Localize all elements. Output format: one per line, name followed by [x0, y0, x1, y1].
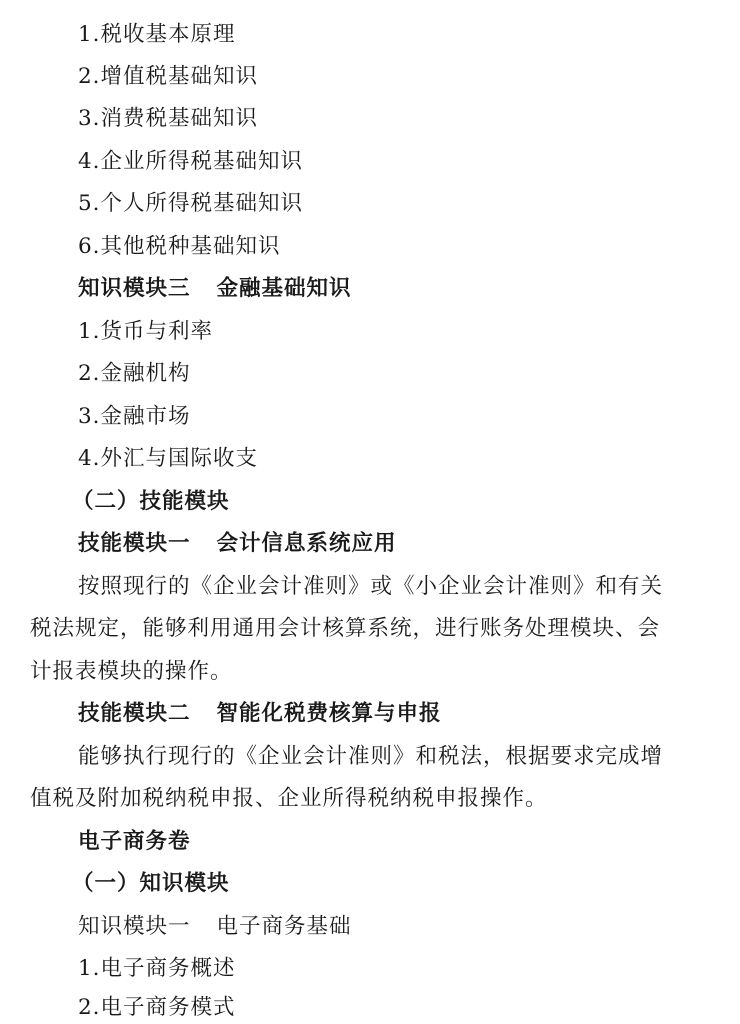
paragraph-line: 按照现行的《企业会计准则》或《小企业会计准则》和有关 — [78, 574, 664, 599]
section-heading-ec-module1 — [78, 913, 352, 941]
module-title: 金融基础知识 — [216, 276, 352, 301]
list-item: 4.外汇与国际收支 — [78, 446, 259, 471]
list-item: 2.增值税基础知识 — [78, 64, 259, 89]
section-heading-skill1 — [78, 530, 397, 558]
paragraph-line: 计报表模块的操作。 — [30, 659, 233, 684]
volume-title: 电子商务卷 — [78, 829, 191, 854]
list-item: 1.货币与利率 — [78, 319, 214, 344]
module-name: 知识模块一 — [78, 914, 191, 939]
module-title: 会计信息系统应用 — [216, 531, 397, 556]
list-item: 4.企业所得税基础知识 — [78, 149, 304, 174]
list-item: 6.其他税种基础知识 — [78, 234, 281, 259]
list-item: 2.金融机构 — [78, 361, 191, 386]
section-heading-knowledge: （一）知识模块 — [72, 871, 230, 896]
module-name: 技能模块一 — [78, 531, 191, 556]
list-item: 3.金融市场 — [78, 404, 191, 429]
section-heading-skill2 — [78, 700, 442, 728]
section-heading-skills: （二）技能模块 — [72, 489, 230, 514]
section-heading-module3 — [78, 275, 352, 303]
module-name: 知识模块三 — [78, 276, 191, 301]
list-item: 3.消费税基础知识 — [78, 106, 259, 131]
paragraph-line: 值税及附加税纳税申报、企业所得税纳税申报操作。 — [30, 786, 548, 811]
module-name: 技能模块二 — [78, 701, 191, 726]
paragraph-line: 税法规定，能够利用通用会计核算系统，进行账务处理模块、会 — [30, 616, 661, 641]
list-item: 2.电子商务模式 — [78, 995, 236, 1020]
module-title: 电子商务基础 — [216, 914, 352, 939]
list-item: 5.个人所得税基础知识 — [78, 191, 304, 216]
paragraph-line: 能够执行现行的《企业会计准则》和税法，根据要求完成增 — [78, 744, 664, 769]
module-title: 智能化税费核算与申报 — [216, 701, 442, 726]
list-item: 1.税收基本原理 — [78, 22, 236, 47]
list-item: 1.电子商务概述 — [78, 956, 236, 981]
